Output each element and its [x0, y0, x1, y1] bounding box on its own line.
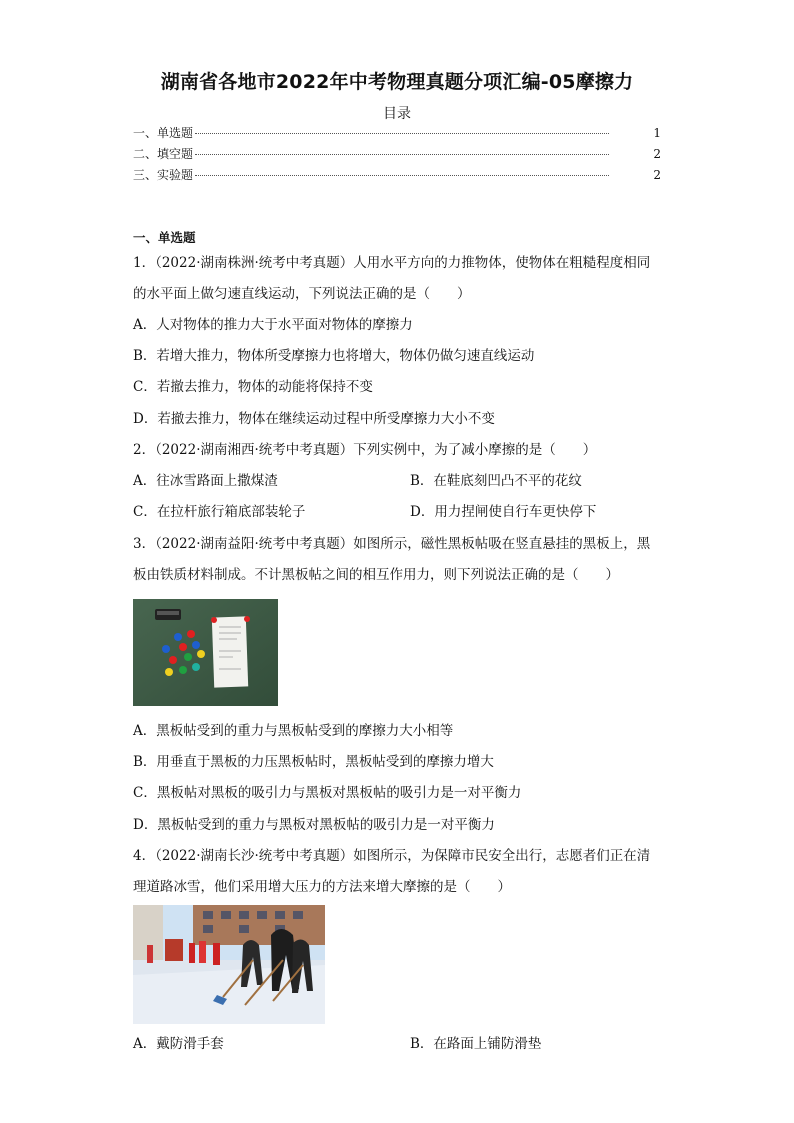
toc-leader-dots [195, 145, 609, 155]
snow-clearing-photo [133, 905, 325, 1024]
question-4-option-a: A．戴防滑手套 [133, 1036, 224, 1052]
toc-entry-page: 1 [653, 126, 661, 140]
question-2-option-a: A．往冰雪路面上撒煤渣 [133, 473, 278, 489]
section-heading: 一、单选题 [133, 230, 196, 245]
question-2-stem: 2．（2022·湖南湘西·统考中考真题）下列实例中，为了减小摩擦的是（ ） [133, 442, 597, 458]
toc-entry[interactable] [133, 124, 661, 145]
page-title: 湖南省各地市2022年中考物理真题分项汇编-05摩擦力 [160, 71, 634, 93]
question-1-stem-line2: 的水平面上做匀速直线运动，下列说法正确的是（ ） [133, 286, 471, 302]
question-2-option-b: B．在鞋底刻凹凸不平的花纹 [410, 473, 582, 489]
question-4-stem-line2: 理道路冰雪，他们采用增大压力的方法来增大摩擦的是（ ） [133, 879, 511, 895]
toc-entry-page: 2 [653, 168, 661, 182]
blackboard-photo [133, 599, 278, 706]
toc-heading: 目录 [383, 106, 411, 122]
question-1-stem-line1: 1．（2022·湖南株洲·统考中考真题）人用水平方向的力推物体，使物体在粗糙程度相同 [133, 255, 651, 271]
question-1-option-b: B．若增大推力，物体所受摩擦力也将增大，物体仍做匀速直线运动 [133, 348, 535, 364]
table-of-contents [133, 124, 661, 187]
question-3-option-a: A．黑板帖受到的重力与黑板帖受到的摩擦力大小相等 [133, 723, 454, 739]
question-1-option-d: D．若撤去推力，物体在继续运动过程中所受摩擦力大小不变 [133, 411, 495, 427]
question-3-option-c: C．黑板帖对黑板的吸引力与黑板对黑板帖的吸引力是一对平衡力 [133, 785, 522, 801]
question-3-option-b: B．用垂直于黑板的力压黑板帖时，黑板帖受到的摩擦力增大 [133, 754, 494, 770]
toc-entry-label: 二、填空题 [133, 147, 194, 161]
question-2-option-d: D．用力捏闸使自行车更快停下 [410, 504, 597, 520]
question-4-stem-line1: 4．（2022·湖南长沙·统考中考真题）如图所示，为保障市民安全出行，志愿者们正在清 [133, 848, 651, 864]
question-4-option-b: B．在路面上铺防滑垫 [410, 1036, 542, 1052]
question-1-option-c: C．若撤去推力，物体的动能将保持不变 [133, 379, 373, 395]
question-3-stem-line2: 板由铁质材料制成。不计黑板帖之间的相互作用力，则下列说法正确的是（ ） [133, 567, 619, 583]
toc-entry-label: 一、单选题 [133, 126, 194, 140]
question-3-stem-line1: 3．（2022·湖南益阳·统考中考真题）如图所示，磁性黑板帖吸在竖直悬挂的黑板上，黑 [133, 536, 651, 552]
toc-leader-dots [195, 124, 609, 134]
toc-entry[interactable] [133, 166, 661, 187]
question-1-option-a: A．人对物体的推力大于水平面对物体的摩擦力 [133, 317, 413, 333]
question-3-option-d: D．黑板帖受到的重力与黑板对黑板帖的吸引力是一对平衡力 [133, 817, 495, 833]
toc-entry-page: 2 [653, 147, 661, 161]
question-2-option-c: C．在拉杆旅行箱底部装轮子 [133, 504, 306, 520]
toc-leader-dots [195, 166, 609, 176]
toc-entry-label: 三、实验题 [133, 168, 194, 182]
toc-entry[interactable] [133, 145, 661, 166]
